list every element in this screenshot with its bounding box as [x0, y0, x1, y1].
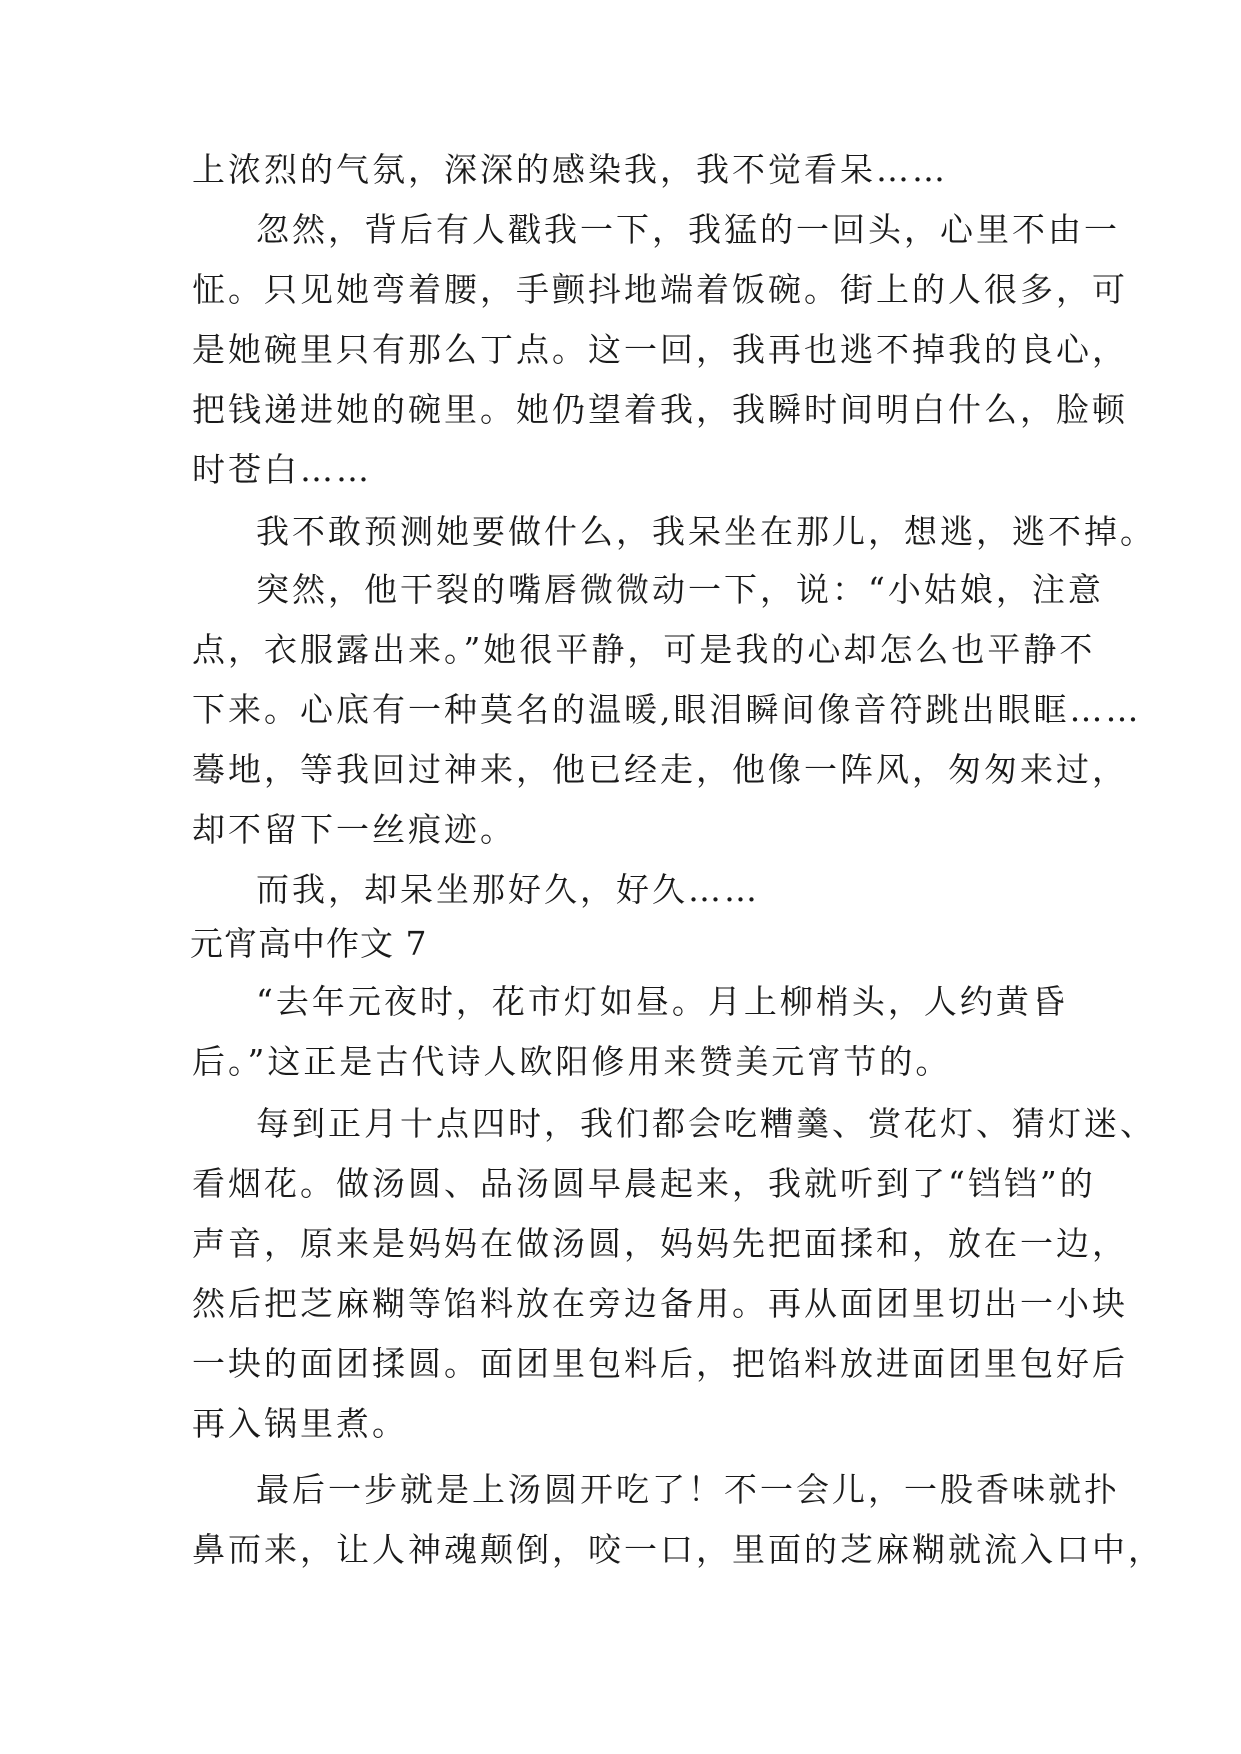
text-line: 时苍白……	[192, 450, 372, 489]
text-line: 忽然，背后有人戳我一下，我猛的一回头，心里不由一	[256, 210, 1120, 249]
text-line: 我不敢预测她要做什么，我呆坐在那儿，想逃，逃不掉。	[256, 512, 1156, 551]
text-line: 然后把芝麻糊等馅料放在旁边备用。再从面团里切出一小块	[192, 1284, 1128, 1323]
text-line: 看烟花。做汤圆、品汤圆早晨起来，我就听到了“铛铛”的	[192, 1164, 1096, 1203]
text-line: 蓦地，等我回过神来，他已经走，他像一阵风，匆匆来过，	[192, 750, 1128, 789]
text-line: 鼻而来，让人神魂颠倒，咬一口，里面的芝麻糊就流入口中，	[192, 1530, 1164, 1569]
text-line: 上浓烈的气氛，深深的感染我，我不觉看呆……	[192, 150, 948, 189]
text-line: “去年元夜时，花市灯如昼。月上柳梢头，人约黄昏	[256, 982, 1068, 1021]
text-line: 每到正月十点四时，我们都会吃糟羹、赏花灯、猜灯迷、	[256, 1104, 1156, 1143]
text-line: 却不留下一丝痕迹。	[192, 810, 516, 849]
text-line: 声音，原来是妈妈在做汤圆，妈妈先把面揉和，放在一边，	[192, 1224, 1128, 1263]
text-line: 把钱递进她的碗里。她仍望着我，我瞬时间明白什么，脸顿	[192, 390, 1128, 429]
text-line: 点，衣服露出来。”她很平静，可是我的心却怎么也平静不	[192, 630, 1096, 669]
text-line: 突然，他干裂的嘴唇微微动一下，说：“小姑娘，注意	[256, 570, 1104, 609]
text-line: 是她碗里只有那么丁点。这一回，我再也逃不掉我的良心，	[192, 330, 1128, 369]
text-line: 最后一步就是上汤圆开吃了！不一会儿，一股香味就扑	[256, 1470, 1120, 1509]
text-line: 而我，却呆坐那好久，好久……	[256, 870, 760, 909]
text-line: 再入锅里煮。	[192, 1404, 408, 1443]
text-line: 一块的面团揉圆。面团里包料后，把馅料放进面团里包好后	[192, 1344, 1128, 1383]
text-line: 后。”这正是古代诗人欧阳修用来赞美元宵节的。	[192, 1042, 952, 1081]
text-line: 怔。只见她弯着腰，手颤抖地端着饭碗。街上的人很多，可	[192, 270, 1128, 309]
section-title: 元宵高中作文 7	[190, 924, 428, 963]
text-line: 下来。心底有一种莫名的温暖,眼泪瞬间像音符跳出眼眶……	[192, 690, 1142, 729]
